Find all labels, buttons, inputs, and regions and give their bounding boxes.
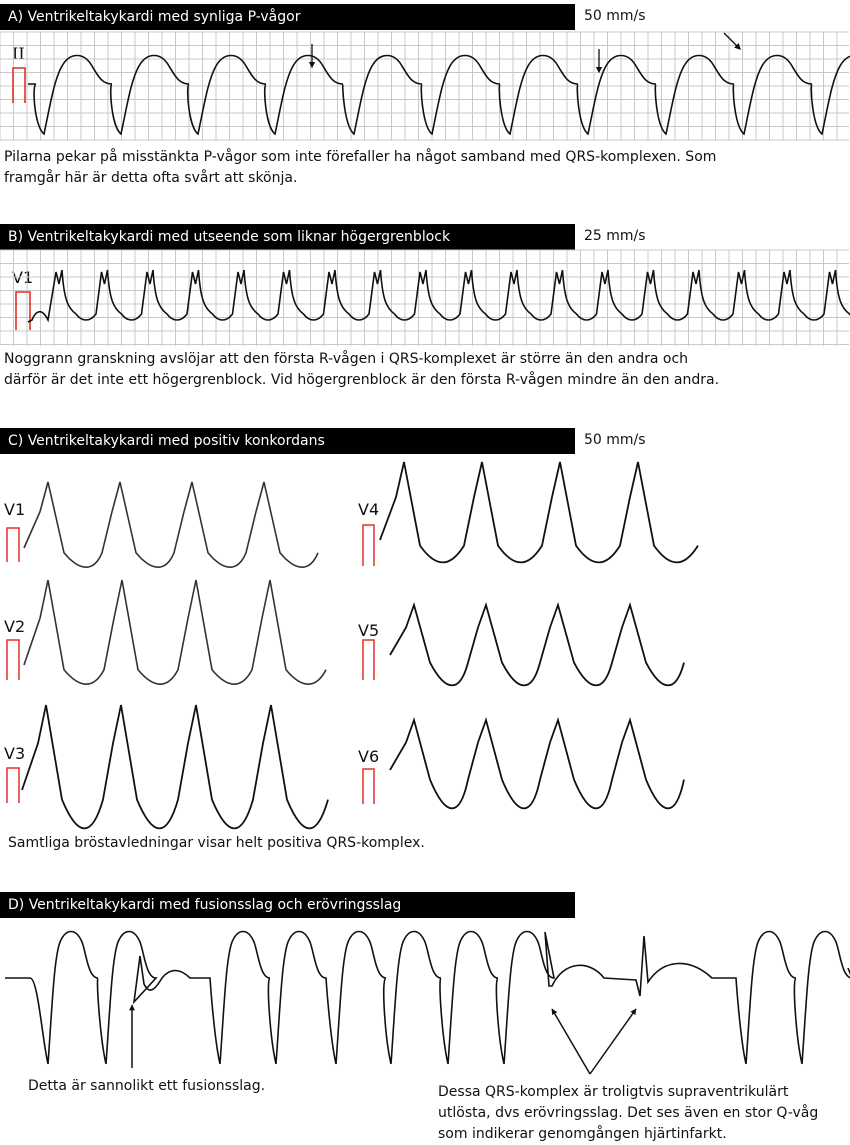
lead-label-v4: V4 [358,500,380,519]
v2-calibration-pulse [7,640,19,680]
capture-annotation: Dessa QRS-komplex är troligtvis supraventrikulärt utlösta, dvs erövringsslag. Det ses även en stor Q-våg som indikerar genomgången hjärtinfarkt. [438,1084,819,1142]
v3-trace [22,705,328,828]
v1-trace [24,482,318,567]
panel-a-speed: 50 mm/s [584,8,646,24]
v6-trace [390,720,684,808]
capture-arrow-1 [552,1009,590,1074]
p-wave-arrow-3 [724,33,740,49]
capture-arrow-2 [590,1009,636,1074]
panel-a-lead-label: II [12,44,25,63]
v5-calibration-pulse [363,640,374,680]
v6-calibration-pulse [363,769,374,804]
panel-b-header: B) Ventrikeltakykardi med utseende som liknar högergrenblock [0,224,575,250]
panel-a-grid [0,32,849,140]
panel-a-header: A) Ventrikeltakykardi med synliga P-vågor [0,4,575,30]
panel-c-speed: 50 mm/s [584,432,646,448]
lead-label-v2: V2 [4,617,26,636]
panel-c-header: C) Ventrikeltakykardi med positiv konkordans [0,428,575,454]
lead-label-v1: V1 [4,500,26,519]
lead-label-v5: V5 [358,621,380,640]
panel-c-caption: Samtliga bröstavledningar visar helt positiva QRS-komplex. [8,835,425,851]
lead-label-v3: V3 [4,744,26,763]
panel-b-calibration-pulse [16,292,30,330]
panel-b-speed: 25 mm/s [584,228,646,244]
panel-a-trace [28,56,850,135]
panel-a-caption: Pilarna pekar på misstänkta P-vågor som inte förefaller ha något samband med QRS-komplexen. Som framgår här är detta ofta svårt att skönja. [4,149,717,186]
panel-b-lead-label: V1 [12,268,34,287]
v1-calibration-pulse [7,528,19,562]
panel-d-header: D) Ventrikeltakykardi med fusionsslag och erövringsslag [0,892,575,918]
lead-label-v6: V6 [358,747,380,766]
panel-b-caption: Noggrann granskning avslöjar att den första R-vågen i QRS-komplexet är större än den andra och därför är det inte ett högergrenblock. Vid högergrenblock är den första R-vågen mindre än den andra. [4,351,720,388]
v2-trace [24,580,326,684]
v4-trace [380,462,698,562]
v3-calibration-pulse [7,768,19,803]
v4-calibration-pulse [363,525,374,566]
panel-b-trace [28,270,850,322]
panel-b-grid [0,250,849,346]
fusion-annotation: Detta är sannolikt ett fusionsslag. [28,1078,266,1094]
v5-trace [390,605,684,685]
